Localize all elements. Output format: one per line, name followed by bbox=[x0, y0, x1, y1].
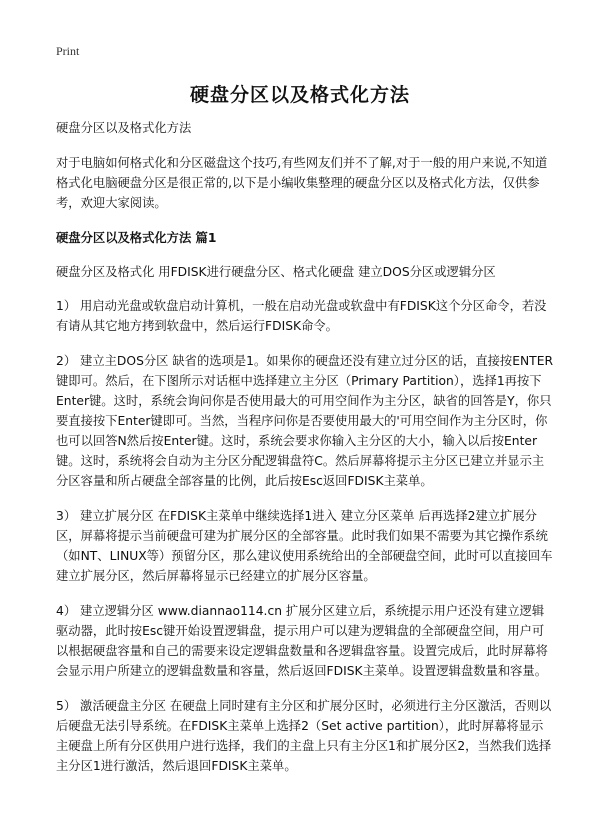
step-paragraph: 4） 建立逻辑分区 www.diannao114.cn 扩展分区建立后，系统提示用户还没有建立逻辑驱动器，此时按Esc键开始设置逻辑盘，提示用户可以建为逻辑盘的全部硬盘空间，用户可以根据硬盘容量和自己的需要来设定逻辑盘数量和各逻辑盘容量。设置完成后，此时屏幕将会显示用户所建立的逻辑盘数量和容量，然后返回FDISK主菜单。设置逻辑盘数量和容量。 bbox=[56, 604, 548, 678]
step-paragraph: 1） 用启动光盘或软盘启动计算机，一般在启动光盘或软盘中有FDISK这个分区命令，若没有请从其它地方拷到软盘中，然后运行FDISK命令。 bbox=[56, 299, 547, 333]
article-body bbox=[56, 118, 554, 791]
print-label: Print bbox=[56, 44, 80, 58]
article-subtitle: 硬盘分区以及格式化方法 bbox=[56, 121, 192, 135]
step-paragraph: 5） 激活硬盘主分区 在硬盘上同时建有主分区和扩展分区时，必须进行主分区激活，否则以后硬盘无法引导系统。在FDISK主菜单上选择2（Set active partition），此时屏幕将显示主硬盘上所有分区供用户进行选择，我们的主盘上只有主分区1和扩展分区2，当然我们选择主分区1进行激活，然后退回FDISK主菜单。 bbox=[56, 699, 552, 773]
step-paragraph: 3） 建立扩展分区 在FDISK主菜单中继续选择1进入 建立分区菜单 后再选择2建立扩展分区，屏幕将提示当前硬盘可建为扩展分区的全部容量。此时我们如果不需要为其它操作系统（如NT、LINUX等）预留分区，那么建议使用系统给出的全部硬盘空间，此时可以直接回车建立扩展分区，然后屏幕将显示已经建立的扩展分区容量。 bbox=[56, 509, 553, 583]
intro-paragraph: 对于电脑如何格式化和分区磁盘这个技巧,有些网友们并不了解,对于一般的用户来说,不知道格式化电脑硬盘分区是很正常的,以下是小编收集整理的硬盘分区以及格式化方法，仅供参考，欢迎大家阅读。 bbox=[56, 156, 548, 210]
page-title: 硬盘分区以及格式化方法 bbox=[189, 84, 410, 106]
section-description: 硬盘分区及格式化 用FDISK进行硬盘分区、格式化硬盘 建立DOS分区或逻辑分区 bbox=[56, 265, 496, 279]
step-paragraph: 2） 建立主DOS分区 缺省的选项是1。如果你的硬盘还没有建立过分区的话，直接按ENTER键即可。然后，在下图所示对话框中选择建立主分区（Primary Partition），选择1再按下Enter键。这时，系统会询问你是否使用最大的可用空间作为主分区，缺省的回答是Y，你只要直接按下Enter键即可。当然，当程序问你是否要使用最大的'可用空间作为主分区时，你也可以回答N然后按Enter键。这时，系统会要求你输入主分区的大小，输入以后按Enter键。这时，系统将会自动为主分区分配逻辑盘符C。然后屏幕将提示主分区已建立并显示主分区容量和所占硬盘全部容量的比例，此后按Esc返回FDISK主菜单。 bbox=[56, 354, 554, 488]
section-heading: 硬盘分区以及格式化方法 篇1 bbox=[56, 231, 217, 245]
